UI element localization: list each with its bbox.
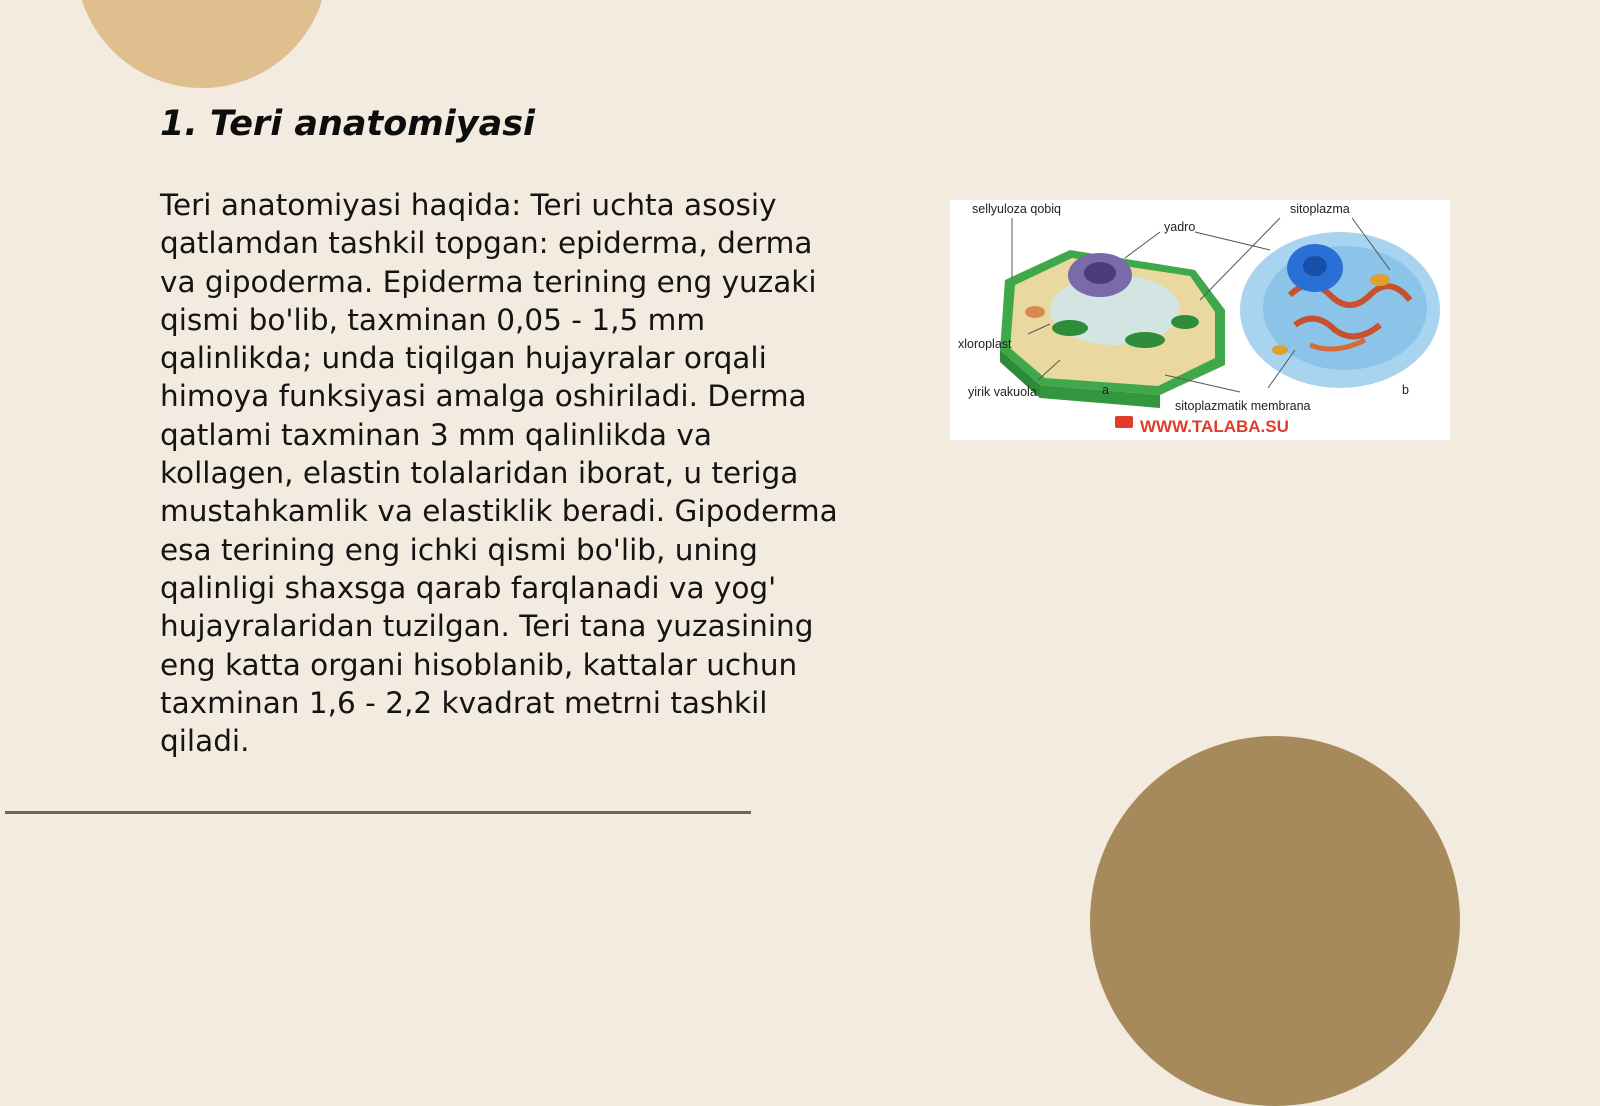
label-b: b (1402, 383, 1409, 397)
watermark-text: WWW.TALABA.SU (1140, 417, 1289, 436)
decorative-circle-top (76, 0, 328, 88)
cell-diagram-svg (950, 200, 1450, 440)
label-a: a (1102, 383, 1109, 397)
divider-line (5, 811, 751, 814)
label-chloroplast: xloroplast (958, 337, 1012, 351)
animal-cell-illustration (1240, 232, 1440, 388)
label-membrane: sitoplazmatik membrana (1175, 399, 1311, 413)
slide-title: 1. Teri anatomiyasi (160, 104, 536, 144)
slide-body-text: Teri anatomiyasi haqida: Teri uchta asosiy qatlamdan tashkil topgan: epiderma, derma va gipoderma. Epiderma terining eng yuzaki qismi bo'lib, taxminan 0,05 - 1,5 mm qalinlikda; unda tiqilgan hujayralar orqali himoya funksiyasi amalga oshiriladi. Derma qatlami taxminan 3 mm qalinlikda va kollagen, elastin tolalaridan iborat, u teriga mustahkamlik va elastiklik beradi. Gipoderma esa terining eng ichki qismi bo'lib, uning qalinligi shaxsga qarab farqlanadi va yog' hujayralaridan tuzilgan. Teri tana yuzasining eng katta organi hisoblanib, kattalar uchun taxminan 1,6 - 2,2 kvadrat metrni tashkil qiladi. (160, 188, 838, 759)
watermark-logo (1115, 416, 1289, 436)
label-vacuole: yirik vakuola (968, 385, 1037, 399)
cell-diagram-image (950, 200, 1450, 440)
decorative-circle-bottom (1090, 736, 1460, 1106)
label-cytoplasm: sitoplazma (1290, 202, 1350, 216)
label-cell-wall: sellyuloza qobiq (972, 202, 1061, 216)
label-nucleus: yadro (1164, 220, 1196, 234)
